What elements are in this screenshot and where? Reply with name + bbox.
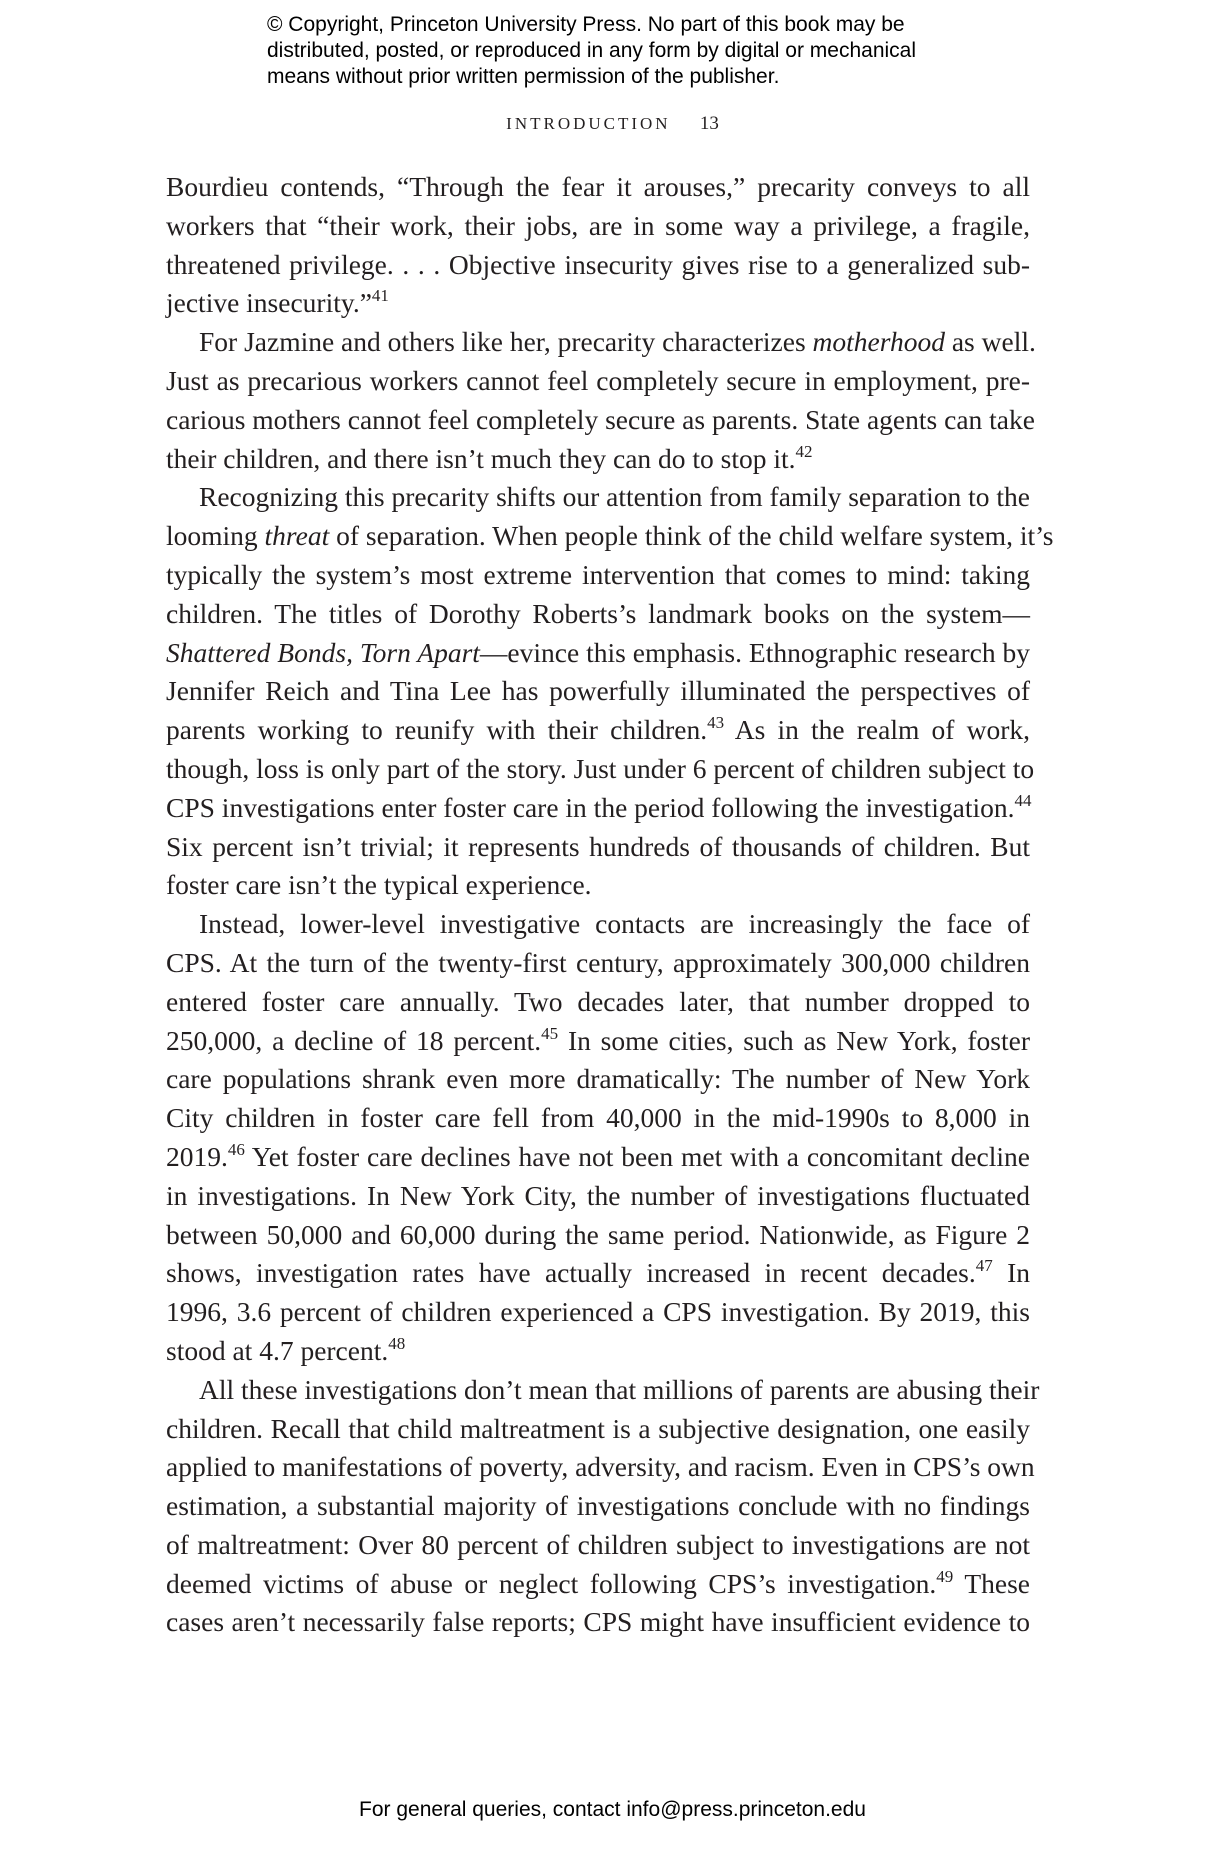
text-line: cases aren’t necessarily false reports; CPS might have insufficient evidence to bbox=[166, 1606, 1030, 1638]
text-line: For Jazmine and others like her, precarity characterizes motherhood as well. bbox=[199, 326, 1036, 358]
footnote-ref: 47 bbox=[975, 1256, 993, 1276]
text-line: children. Recall that child maltreatment is a subjective designation, one easily bbox=[166, 1412, 1030, 1444]
text-line: Recognizing this precarity shifts our attention from family separation to the bbox=[199, 481, 1030, 513]
text-line: 1996, 3.6 percent of children experienced a CPS investigation. By 2019, this bbox=[166, 1296, 1030, 1328]
text-line: stood at 4.7 percent.$^{48}$ bbox=[166, 1333, 406, 1366]
text-line: deemed victims of abuse or neglect following CPS’s investigation.$^{49}$ These bbox=[166, 1566, 1030, 1599]
running-head bbox=[0, 113, 1225, 135]
text-line: their children, and there isn’t much they can do to stop it.$^{42}$ bbox=[166, 441, 813, 474]
text-line: of maltreatment: Over 80 percent of children subject to investigations are not bbox=[166, 1528, 1030, 1560]
page-number: 13 bbox=[699, 113, 719, 134]
text-line: 250,000, a decline of 18 percent.$^{45}$ In some cities, such as New York, foster bbox=[166, 1023, 1030, 1056]
text-line: typically the system’s most extreme intervention that comes to mind: taking bbox=[166, 558, 1030, 590]
text-line: care populations shrank even more dramatically: The number of New York bbox=[166, 1063, 1030, 1095]
footnote-ref: 42 bbox=[795, 441, 813, 461]
text-line: All these investigations don’t mean that millions of parents are abusing their bbox=[199, 1373, 1040, 1405]
text-line: Shattered Bonds, Torn Apart—evince this emphasis. Ethnographic research by bbox=[166, 636, 1031, 668]
body-text bbox=[166, 168, 1054, 1642]
copyright-line: © Copyright, Princeton University Press. No part of this book may be bbox=[267, 13, 905, 36]
text-line: Bourdieu contends, “Through the fear it arouses,” precarity conveys to all bbox=[166, 171, 1030, 202]
text-line: Instead, lower-level investigative contacts are increasingly the face of bbox=[199, 908, 1030, 940]
text-line: foster care isn’t the typical experience. bbox=[166, 869, 592, 901]
text-line: jective insecurity.”$^{41}$ bbox=[166, 286, 389, 319]
text-line: entered foster care annually. Two decades later, that number dropped to bbox=[166, 985, 1030, 1017]
text-line: 2019.46 Yet foster care declines have not been met with a concomitant decline bbox=[166, 1139, 1030, 1172]
text-line: CPS investigations enter foster care in the period following the investigation.$^{44}$ bbox=[166, 790, 1032, 823]
copyright-line: distributed, posted, or reproduced in any form by digital or mechanical bbox=[267, 39, 917, 62]
footnote-ref: 41 bbox=[371, 286, 389, 306]
text-line: carious mothers cannot feel completely secure as parents. State agents can take bbox=[166, 403, 1035, 435]
text-line: in investigations. In New York City, the number of investigations fluctuated bbox=[166, 1179, 1030, 1211]
text-line: looming threat of separation. When people think of the child welfare system, it’s bbox=[166, 520, 1054, 552]
text-line: applied to manifestations of poverty, adversity, and racism. Even in CPS’s own bbox=[166, 1451, 1035, 1483]
text-line: Jennifer Reich and Tina Lee has powerfully illuminated the perspectives of bbox=[166, 675, 1030, 707]
footnote-ref: 44 bbox=[1014, 790, 1032, 810]
text-line: shows, investigation rates have actually increased in recent decades.$^{47}$ In bbox=[166, 1256, 1030, 1289]
footnote-ref: 46 bbox=[227, 1139, 245, 1159]
running-head-title: INTRODUCTION bbox=[506, 114, 671, 133]
footnote-ref: 45 bbox=[541, 1023, 559, 1043]
text-line: City children in foster care fell from 40,000 in the mid-1990s to 8,000 in bbox=[166, 1102, 1030, 1134]
text-line: parents working to reunify with their children.$^{43}$ As in the realm of work, bbox=[166, 713, 1030, 746]
footnote-ref: 48 bbox=[388, 1333, 406, 1353]
copyright-notice bbox=[267, 12, 987, 90]
text-line: children. The titles of Dorothy Roberts’s landmark books on the system— bbox=[166, 597, 1030, 629]
text-line: workers that “their work, their jobs, are in some way a privilege, a fragile, bbox=[166, 209, 1030, 241]
text-line: Just as precarious workers cannot feel completely secure in employment, pre- bbox=[166, 364, 1030, 396]
text-line: though, loss is only part of the story. Just under 6 percent of children subject to bbox=[166, 752, 1035, 784]
text-line: between 50,000 and 60,000 during the same period. Nationwide, as Figure 2 bbox=[166, 1218, 1030, 1250]
text-line: CPS. At the turn of the twenty-first century, approximately 300,000 children bbox=[166, 946, 1030, 978]
footnote-ref: 43 bbox=[707, 713, 725, 733]
copyright-line: means without prior written permission of the publisher. bbox=[267, 65, 780, 88]
text-line: Six percent isn’t trivial; it represents hundreds of thousands of children. But bbox=[166, 830, 1030, 862]
text-line: threatened privilege. . . . Objective insecurity gives rise to a generalized sub- bbox=[166, 248, 1030, 280]
text-line: estimation, a substantial majority of investigations conclude with no findings bbox=[166, 1490, 1030, 1522]
contact-footer: For general queries, contact info@press.princeton.edu bbox=[359, 1798, 866, 1821]
footnote-ref: 49 bbox=[936, 1566, 954, 1586]
